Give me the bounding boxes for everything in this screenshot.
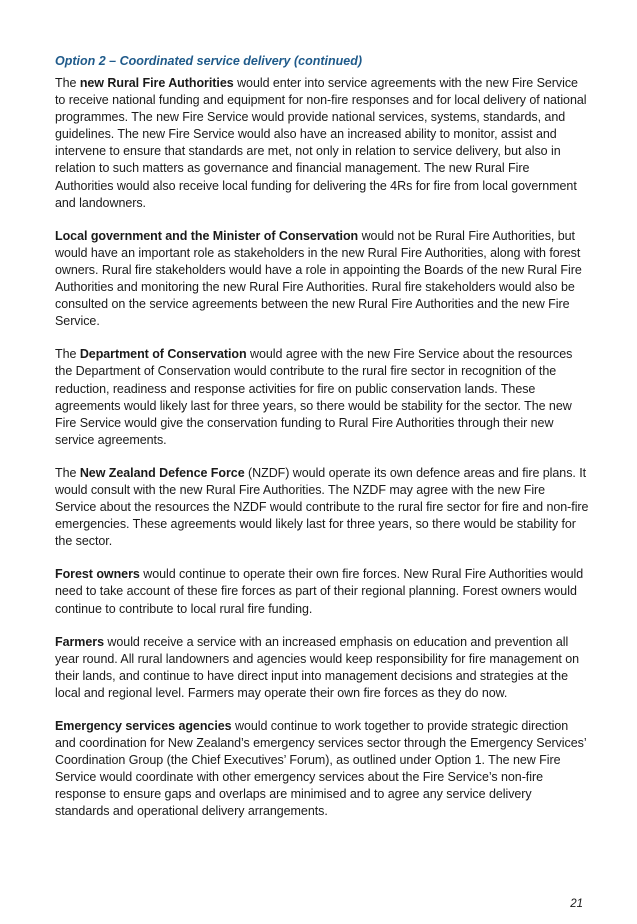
paragraph-bold-term: Local government and the Minister of Conservation: [55, 228, 359, 243]
paragraph-text: would continue to operate their own fire forces. New Rural Fire Authorities would need to take account of these fire forces as part of their regional planning. Forest owners would continue to contribute to local rural fire funding.: [55, 567, 584, 616]
paragraph-text: would receive a service with an increased emphasis on education and prevention all year round. All rural landowners and agencies would keep responsibility for fire management on their lands, and continue to have direct input into management decisions and strategies at the local and regional level. Farmers may operate their own fire forces as they do now.: [55, 634, 580, 700]
paragraph-local-government: [55, 228, 589, 331]
paragraph-forest-owners: [55, 566, 589, 617]
paragraph-text: would not be Rural Fire Authorities, but would have an important role as stakeholders in the new Rural Fire Authorities, along with forest owners. Rural fire stakeholders would have a role in appointing the Boards of the new Rural Fire Authorities and monitoring the new Rural Fire Authorities. Rural fire stakeholders would also be consulted on the service agreements between the new Rural Fire Authorities and the new Fire Service.: [55, 228, 582, 329]
paragraph-department-of-conservation: [55, 346, 589, 449]
paragraph-prefix: The: [55, 76, 80, 90]
paragraph-farmers: [55, 634, 589, 702]
paragraph-text: would continue to work together to provide strategic direction and coordination for New Zealand’s emergency services sector through the Emergency Services’ Coordination Group (the Chief Executives’ Forum), as outlined under Option 1. The new Fire Service would coordinate with other emergency services about the Fire Service’s non-fire response to ensure gaps and overlaps are minimised and to agree any service delivery standards and operational delivery arrangements.: [55, 719, 587, 819]
page-number: 21: [570, 898, 583, 910]
paragraph-prefix: The: [55, 347, 80, 362]
paragraph-bold-term: new Rural Fire Authorities: [79, 76, 234, 90]
paragraph-bold-term: Department of Conservation: [79, 347, 247, 362]
paragraph-bold-term: New Zealand Defence Force: [79, 465, 245, 480]
paragraph-bold-term: Forest owners: [55, 567, 140, 582]
section-heading: Option 2 – Coordinated service delivery (continued): [55, 54, 363, 68]
document-page: [55, 52, 589, 837]
paragraph-text: (NZDF) would operate its own defence areas and fire plans. It would consult with the new Rural Fire Authorities. The NZDF may agree with the new Fire Service about the resources the NZDF would contribute to the rural fire sector for fire and non-fire emergencies. These agreements would likely last for three years, so there would be stability for the sector.: [55, 465, 589, 549]
paragraph-text: would agree with the new Fire Service about the resources the Department of Conservation would contribute to the rural fire sector in recognition of the reduction, readiness and response activities for fire on public conservation lands. These agreements would likely last for three years, so there would be stability for the sector. The new Fire Service would give the conservation funding to Rural Fire Authorities through their new service agreements.: [55, 347, 573, 447]
paragraph-bold-term: Emergency services agencies: [55, 719, 232, 733]
paragraph-rural-fire-authorities: [55, 75, 589, 212]
paragraph-prefix: The: [55, 465, 80, 480]
paragraph-defence-force: [55, 465, 589, 550]
paragraph-emergency-services: [55, 718, 589, 821]
paragraph-text: would enter into service agreements with the new Fire Service to receive national funding and equipment for non-fire responses and for local delivery of national programmes. The new Fire Service would provide national services, systems, standards, and guidelines. The new Fire Service would also have an increased ability to monitor, assist and intervene to ensure that standards are met, not only in relation to service delivery, but also in relation to such matters as governance and financial management. The new Rural Fire Authorities would also receive local funding for delivering the 4Rs for fire from local government and landowners.: [55, 76, 587, 210]
paragraph-bold-term: Farmers: [55, 634, 104, 649]
